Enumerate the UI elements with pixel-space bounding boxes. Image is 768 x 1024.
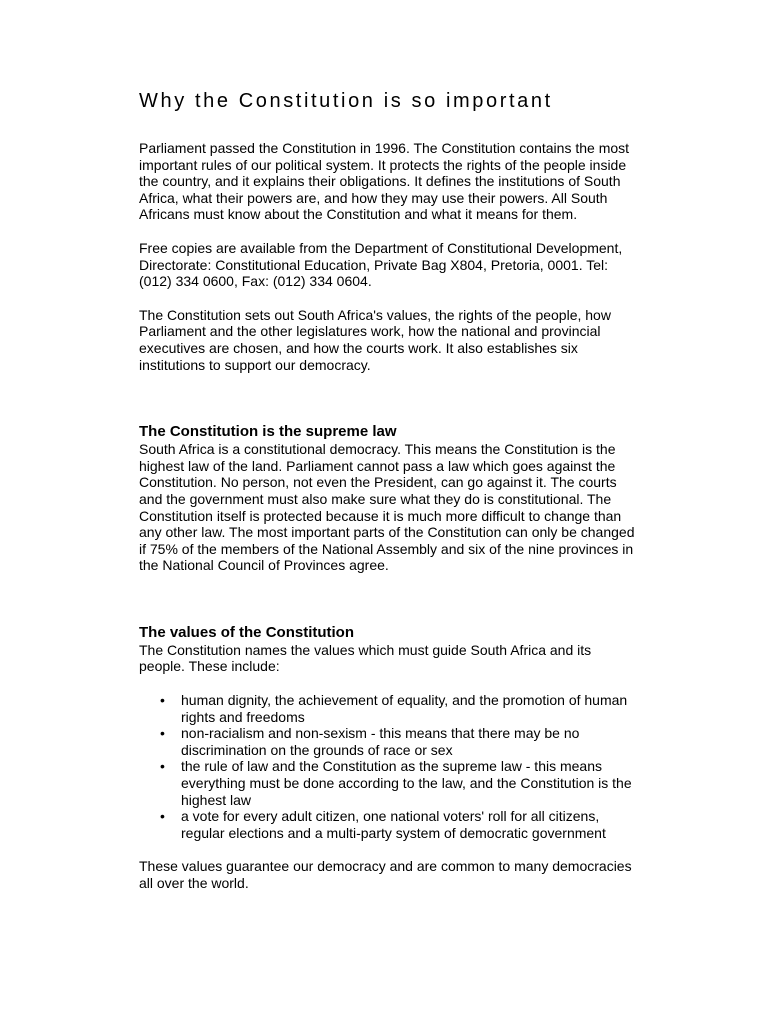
intro-paragraph-1: Parliament passed the Constitution in 1996. The Constitution contains the most important rules of our political system. It protects the rights of the people inside the country, and it explains their obligations. It defines the institutions of South Africa, what their powers are, and how they may use their powers. All South Africans must know about the Constitution and what it means for them.	[139, 140, 630, 223]
spacer	[139, 675, 639, 692]
spacer	[139, 373, 639, 423]
spacer	[139, 223, 639, 240]
list-item-text: non-racialism and non-sexism - this means that there may be no discrimination on the grounds of race or sex	[181, 725, 580, 758]
bullet-icon: •	[160, 725, 165, 742]
intro-paragraph-3: The Constitution sets out South Africa's values, the rights of the people, how Parliament and the other legislatures work, how the national and provincial executives are chosen, and how the courts work. It also establishes six institutions to support our democracy.	[139, 306, 611, 373]
document-title: Why the Constitution is so important	[139, 90, 553, 112]
values-heading: The values of the Constitution	[139, 623, 355, 641]
values-list	[139, 692, 639, 841]
list-item-text: a vote for every adult citizen, one national voters' roll for all citizens, regular elections and a multi-party system of democratic government	[181, 808, 606, 841]
supreme-law-heading: The Constitution is the supreme law	[139, 423, 397, 441]
list-item-text: the rule of law and the Constitution as the supreme law - this means everything must be done according to the law, and the Constitution is the highest law	[181, 758, 632, 808]
list-item-text: human dignity, the achievement of equality, and the promotion of human rights and freedoms	[181, 692, 628, 725]
supreme-law-paragraph: South Africa is a constitutional democracy. This means the Constitution is the highest law of the land. Parliament cannot pass a law which goes against the Constitution. No person, not even the President, can go against it. The courts and the government must also make sure what they do is constitutional. The Constitution itself is protected because it is much more difficult to change than any other law. The most important parts of the Constitution can only be changed if 75% of the members of the National Assembly and six of the nine provinces in the National Council of Provinces agree.	[139, 441, 635, 574]
list-item	[139, 725, 639, 758]
spacer	[139, 841, 639, 858]
spacer	[139, 290, 639, 307]
values-closing-paragraph: These values guarantee our democracy and are common to many democracies all over the world.	[139, 858, 632, 891]
list-item	[139, 758, 639, 808]
list-item	[139, 808, 639, 841]
bullet-icon: •	[160, 758, 165, 775]
spacer	[139, 574, 639, 624]
document-page	[139, 88, 639, 892]
bullet-icon: •	[160, 692, 165, 709]
list-item	[139, 692, 639, 725]
values-intro-paragraph: The Constitution names the values which must guide South Africa and its people. These include:	[139, 641, 592, 675]
bullet-icon: •	[160, 808, 165, 825]
intro-paragraph-2: Free copies are available from the Department of Constitutional Development, Directorate: Constitutional Education, Private Bag X804, Pretoria, 0001. Tel: (012) 334 0600, Fax: (012) 334 0604.	[139, 239, 623, 290]
